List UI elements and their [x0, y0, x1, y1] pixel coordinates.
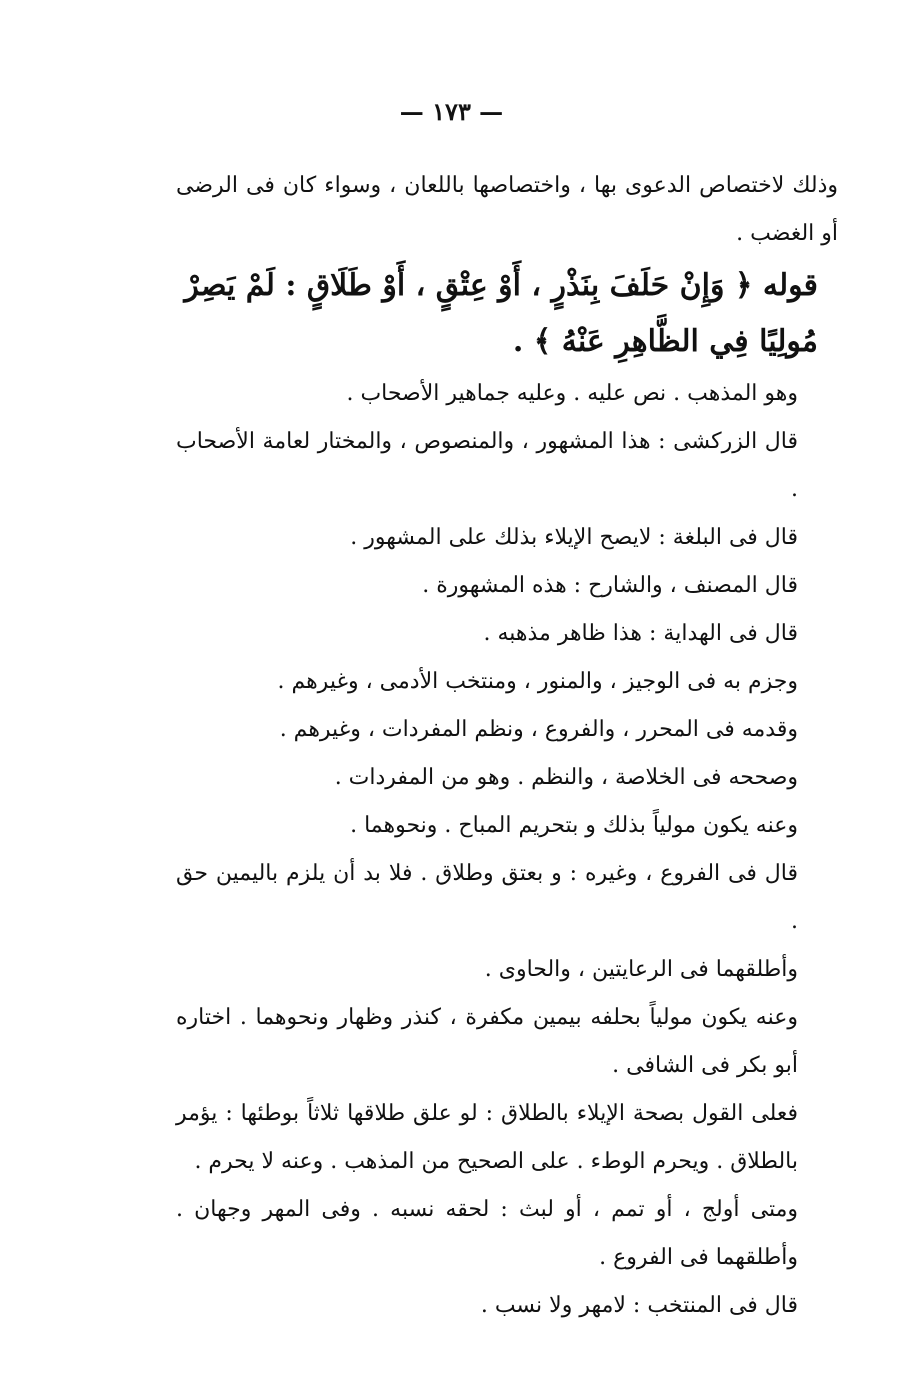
paragraph-9: وقدمه فى المحرر ، والفروع ، ونظم المفردات ، وغيرهم . [279, 717, 798, 742]
paragraph-12: قال فى الفروع ، وغيره : و بعتق وطلاق . فلا بد أن يلزم باليمين حق . [176, 861, 798, 934]
paragraph-17: قال فى المنتخب : لامهر ولا نسب . [480, 1293, 798, 1318]
paragraph-15: فعلى القول بصحة الإيلاء بالطلاق : لو علق طلاقها ثلاثاً بوطئها : يؤمر بالطلاق . ويحرم الوطء . على الصحيح من المذهب . وعنه لا يحرم . [176, 1101, 798, 1174]
paragraph-10: وصححه فى الخلاصة ، والنظم . وهو من المفردات . [334, 765, 798, 790]
paragraph-7: قال فى الهداية : هذا ظاهر مذهبه . [483, 621, 798, 646]
paragraph-16: ومتى أولج ، أو تمم ، أو لبث : لحقه نسبه . وفى المهر وجهان . وأطلقهما فى الفروع . [176, 1197, 798, 1270]
quoted-verse: قوله ﴿ وَإِنْ حَلَفَ بِنَذْرٍ ، أَوْ عِتْقٍ ، أَوْ طَلَاقٍ : لَمْ يَصِرْ مُولِيًا فِي الظَّاهِرِ عَنْهُ ﴾ . [184, 268, 818, 359]
paragraph-13: وأطلقهما فى الرعايتين ، والحاوى . [484, 957, 798, 982]
paragraph-8: وجزم به فى الوجيز ، والمنور ، ومنتخب الأدمى ، وغيرهم . [277, 669, 798, 694]
paragraph-5: قال فى البلغة : لايصح الإيلاء بذلك على المشهور . [350, 525, 798, 550]
paragraph-14: وعنه يكون مولياً بحلفه بيمين مكفرة ، كنذر وظهار ونحوهما . اختاره أبو بكر فى الشافى . [176, 1005, 798, 1078]
paragraph-11: وعنه يكون مولياً بذلك و بتحريم المباح . ونحوهما . [350, 813, 798, 838]
paragraph-1: وذلك لاختصاص الدعوى بها ، واختصاصها باللعان ، وسواء كان فى الرضى أو الغضب . [176, 173, 838, 246]
paragraph-3: وهو المذهب . نص عليه . وعليه جماهير الأصحاب . [346, 381, 798, 406]
page-body [176, 162, 838, 1330]
page-number: — ١٧٣ — [399, 97, 504, 126]
paragraph-6: قال المصنف ، والشارح : هذه المشهورة . [422, 573, 798, 598]
paragraph-4: قال الزركشى : هذا المشهور ، والمنصوص ، والمختار لعامة الأصحاب . [176, 429, 798, 502]
